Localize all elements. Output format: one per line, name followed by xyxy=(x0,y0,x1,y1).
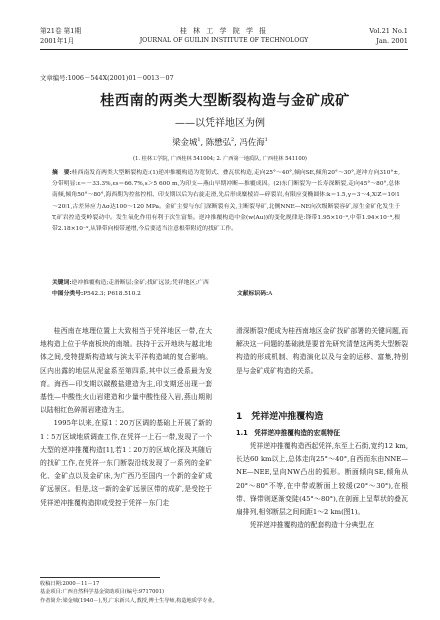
footnote-rule xyxy=(40,577,160,578)
body-paragraph: 凭祥逆冲推覆构造西起凭祥,东至上石街,宽约12 km,长达60 km以上,总体走向25°～40°,自西而东由NNE—NE—NEE,呈向NW凸出的弧形。断面倾向SE,倾角从20°～80°不等,在中带或断面上较缓(20°～30°),在根带、锋带则逐渐变陡(45°～80°),在剖面上呈犁状的叠瓦扇排列,相邻断层之间间距1～2 km(图1)。 xyxy=(236,442,408,517)
abstract xyxy=(52,168,400,235)
article-title: 桂西南的两类大型断裂构造与金矿成矿 xyxy=(100,93,350,109)
footnote-author-bio: 作者简介:梁金城(1940－),男,广东新兴人,教授,博士生导师,构造地质学专业。 xyxy=(40,597,218,604)
header-rule xyxy=(40,49,408,50)
body-right-column-top xyxy=(236,325,408,378)
journal-title-cn: 桂 林 工 学 院 学 报 xyxy=(179,27,269,35)
doc-code-label: 文献标识码: xyxy=(237,291,269,297)
body-right-column-bottom xyxy=(236,440,408,532)
running-header xyxy=(40,26,408,62)
author-mark: 1 xyxy=(197,137,201,144)
body-left-column xyxy=(40,325,212,510)
author-name: 冯佐海 xyxy=(239,137,265,147)
classification-text: P542.3; P618.510.2 xyxy=(83,291,141,297)
abstract-label: 摘 要: xyxy=(52,170,72,176)
header-left-line2: 2001年1月 xyxy=(40,37,75,45)
section-heading: 1 凭祥逆冲推覆构造 xyxy=(236,412,324,422)
keywords xyxy=(52,278,400,289)
author-name: 梁金城 xyxy=(172,137,198,147)
header-right-line1: Vol.21 No.1 xyxy=(369,27,408,35)
body-paragraph: 1995年以来,在原1∶20万区调的基础上开展了新的1∶5万区域地质调查工作,在凭祥一上石一带,发现了一个大型的逆冲推覆构造[1],若1∶20万的区域化探及其随后的找矿工作,在凭祥一东门断裂沿线发现了一系列的金矿化、金矿点以及金矿床,为广西乃至国内一个新的金矿成矿远景区。但是,这一新的金矿远景区带的成矿,是受控于凭祥逆冲推覆构造抑或受控于凭祥－东门走 xyxy=(40,419,212,507)
body-paragraph: 桂西南在地理位置上大致相当于凭祥地区一带,在大地构造上位于华南板块的南端。扶持于云开地块与越北地体之间,受特提斯构造域与滨太平洋构造域的复合影响。区内出露的地层从泥盆系至第四系,其中以三叠系最为发育。海西—印支期以碳酸盐建造为主,印支期还出现一套基性—中酸性火山岩建造和少量中酸性侵入岩,燕山期则以陆相红色碎屑岩建造为主。 xyxy=(40,327,212,415)
header-left-line1: 第21卷 第1期 xyxy=(40,27,82,35)
classification-row xyxy=(52,289,400,300)
keywords-text: 逆冲推覆构造;走滑断层;金矿;找矿远景;凭祥地区;广西 xyxy=(71,280,209,286)
author-mark: 2 xyxy=(230,137,235,144)
body-paragraph: 凭祥逆冲推覆构造的配套构造十分典型,在 xyxy=(249,521,375,530)
keywords-label: 关键词: xyxy=(52,280,72,286)
classification-label: 中图分类号: xyxy=(52,291,84,297)
author-affiliation: (1. 桂林工学院, 广西桂林 541004; 2. 广西第一地质队, 广西桂林 541100) xyxy=(133,156,307,162)
author-name: 陈懋弘 xyxy=(205,137,231,147)
subsection-heading: 1.1 凭祥逆冲推覆构造的宏观特征 xyxy=(236,429,340,437)
footnote-received: 收稿日期:2000－11－17 xyxy=(40,581,100,587)
author-list: 梁金城$^1$, 陈懋弘$^2$, 冯佐海$^1$ xyxy=(172,137,268,147)
footnotes xyxy=(40,580,218,605)
body-paragraph: 滑深断裂?便成为桂西南地区金矿找矿部署的关键问题,而解决这一问题的基础就是要首先研究清楚这两类大型断裂构造的形成机制、构造演化以及与金的运移、富集,特别是与金矿成矿构造的关系。 xyxy=(236,327,408,375)
header-right-line2: Jan. 2001 xyxy=(376,37,408,45)
doc-code-text: A xyxy=(268,291,273,297)
article-subtitle: ——以凭祥地区为例 xyxy=(175,118,265,129)
author-mark: 1 xyxy=(264,137,268,144)
doc-code xyxy=(237,289,272,300)
header-issue xyxy=(369,26,408,46)
article-number: 文章编号:1006－544X(2001)01－0013－07 xyxy=(40,74,174,82)
footnote-funding: 基金项目:广西自然科学基金资助项目(编号:9717001) xyxy=(40,589,165,596)
journal-title-en: JOURNAL OF GUILIN INSTITUTE OF TECHNOLOGY xyxy=(139,37,309,44)
abstract-text: 桂西南发育两类大型断裂构造:(1)逆冲推覆构造为宽韧式、叠瓦状构造,走向25°～40°,倾向SE,倾角20°～30°,逆冲方向310°±,分带明显:ε＝－33.3%,εs＝66.7%,s＞5 600 m,为印支—燕山早期冲断—推覆成因。(2)东门断裂为一长寿深断裂,走向45°～80°,总体南倾,倾角50°～80°,海西期为控盆控相、印支期以后为右旋走滑,先后形成糜棱岩—碎裂岩,有限应变椭圆体:k＝1.5,γ＝3～4,X∶Z＝10∶1～20∶1,古差异应力Δσ达100～120 MPa。金矿主要与东门深断裂有关,主断裂导矿,北侧NNE—NE向次级断裂容矿,原生金矿化发生于T,矿岩控造受岭裂动中。发生氧化作用有利于次生富集。逆冲推覆构造中金(w(Au))的变化规律是:锋带1.95×10⁻⁹,中带1.94×10⁻⁹,根带2.18×10⁻⁹,从锋带向根带递增,今后要适当注意根带附近的找矿工作。 xyxy=(52,170,400,233)
